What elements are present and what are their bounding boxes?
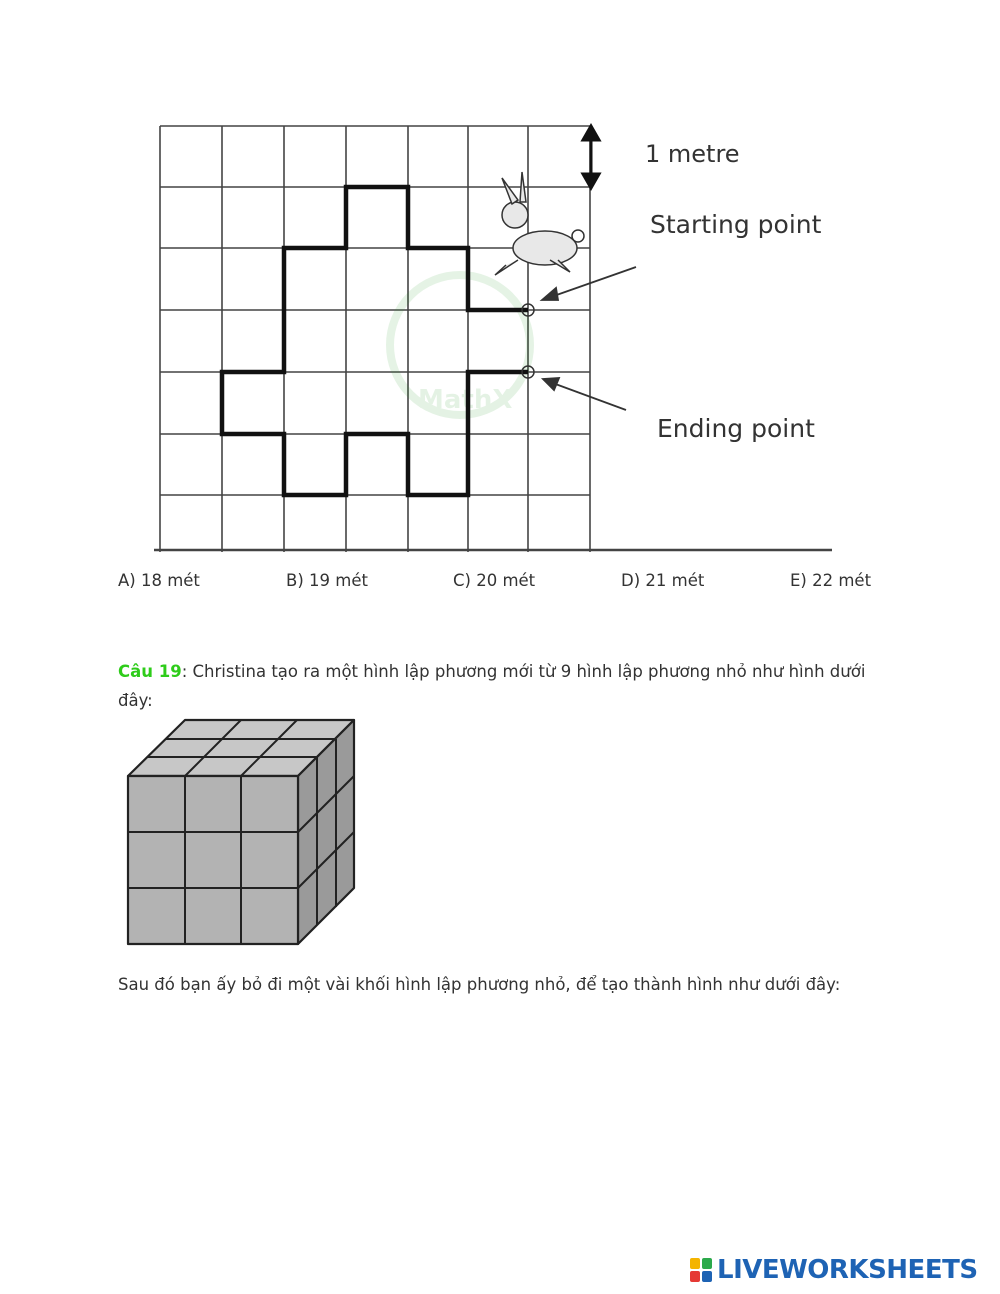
start-pointer-arrow [542,267,636,300]
rabbit-path [222,187,528,495]
question-19 [118,657,878,715]
cube-figure [122,712,362,952]
liveworksheets-brand[interactable] [690,1255,978,1285]
choice-d: D) 21 mét [621,571,705,590]
choice-b: B) 19 mét [286,571,368,590]
choice-a: A) 18 mét [118,571,200,590]
choice-e: E) 22 mét [790,571,872,590]
follow-up-text: Sau đó bạn ấy bỏ đi một vài khối hình lập phương nhỏ, để tạo thành hình như dưới đây: [118,975,841,994]
question-text: : Christina tạo ra một hình lập phương mới từ 9 hình lập phương nhỏ như hình dưới đây: [118,662,866,710]
grid-lines [160,126,590,552]
scale-label: 1 metre [645,140,740,168]
liveworksheets-logo-icon [690,1257,714,1283]
end-pointer-arrow [543,378,626,410]
question-number: Câu 19 [118,662,182,681]
svg-text:MathX: MathX [418,385,513,415]
brand-name: LIVEWORKSHEETS [717,1255,978,1285]
grid-path-figure [150,120,850,560]
watermark-logo [390,275,530,415]
answer-choices [0,571,1000,595]
choice-c: C) 20 mét [453,571,536,590]
starting-point-label: Starting point [650,210,822,239]
scale-arrow [583,126,599,188]
ending-point-label: Ending point [657,414,815,443]
